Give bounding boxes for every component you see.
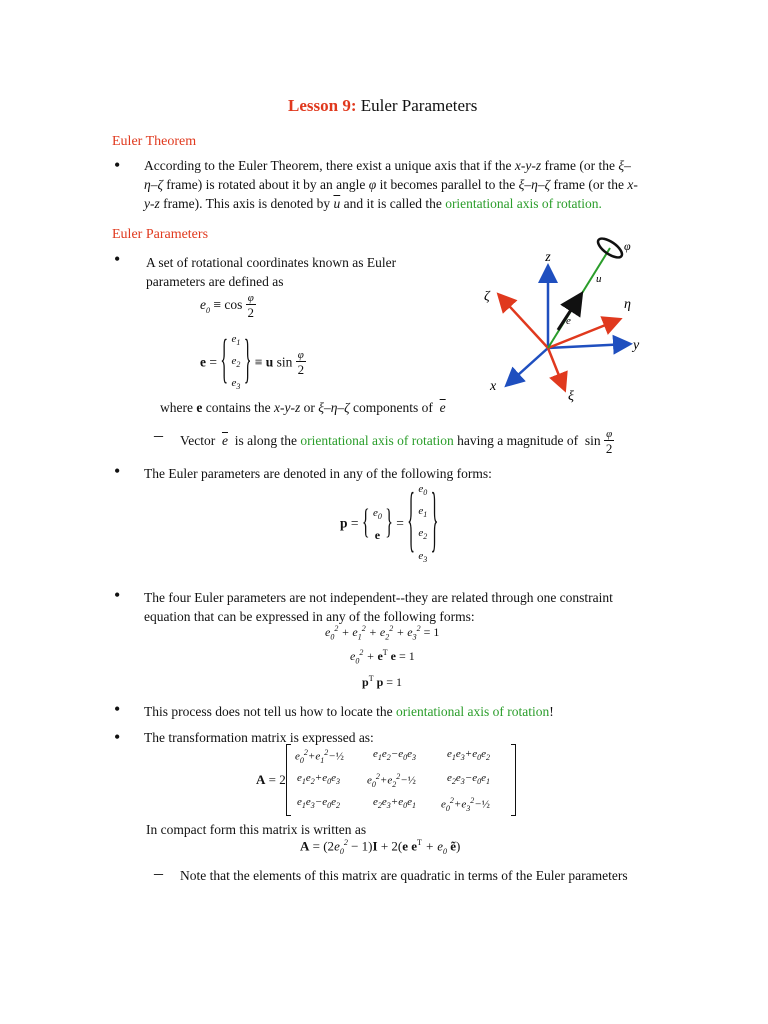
label-z: z (545, 250, 551, 265)
axis-y (548, 344, 628, 348)
locate-text: This process does not tell us how to locate the orientational axis of rotation! (144, 704, 554, 719)
bullet-icon: • (114, 585, 121, 605)
bullet-icon: • (114, 461, 121, 481)
bullet-icon: • (114, 155, 121, 175)
label-phi: φ (624, 239, 631, 253)
lesson-number: Lesson 9: (288, 96, 357, 115)
label-zeta: ζ (484, 289, 490, 304)
page-title (288, 96, 477, 116)
bullet-icon: • (114, 727, 121, 747)
dash-icon: – (154, 425, 163, 445)
equation-e-vector: e = { $e_1$ $e_2$ $e_3$ } ≡ u sin $\frac{\varphi}{2}$ (200, 332, 305, 392)
equation-constraint-2: $e_0^2 + e^T$ e = 1 (350, 648, 415, 666)
theorem-paragraph: According to the Euler Theorem, there exist a unique axis that if the x-y-z frame (or the ξ–η–ζ frame) is rotated about it by an angle φ it becomes parallel to the ξ–η–ζ frame (or the x-y-z frame). This axis is denoted by $\overline{u}$ and it is called the orientational axis of rotation. (144, 158, 638, 211)
params-intro: A set of rotational coordinates known as Euler parameters are defined as (146, 255, 397, 289)
section-heading-euler-parameters: Euler Parameters (112, 227, 209, 242)
label-y: y (633, 338, 640, 353)
compact-text: In compact form this matrix is written as (146, 822, 367, 837)
section-heading-euler-theorem: Euler Theorem (112, 134, 197, 149)
label-u: u (596, 273, 602, 285)
forms-text: The Euler parameters are denoted in any of the following forms: (144, 466, 492, 481)
axis-xi (548, 348, 564, 388)
label-e: e (566, 315, 571, 327)
equation-e0: $e_0 \equiv \cos$ $\frac{\varphi}{2}$ (200, 292, 255, 320)
where-line: where e contains the x-y-z or ξ–η–ζ components of $\overline{e}$ (160, 400, 446, 415)
label-eta: η (624, 297, 631, 312)
equation-compact: $A = (2e_0^2 - 1)I + 2(e$ $e^T + e_0$ ẽ) (300, 838, 461, 856)
bullet-icon: • (114, 699, 121, 719)
label-xi: ξ (568, 389, 574, 404)
note-text: Note that the elements of this matrix are quadratic in terms of the Euler parameters (180, 868, 628, 883)
equation-constraint-1: $e_0^2 + e_1^2 + e_2^2 + e_3^2 = 1$ (325, 624, 440, 642)
rotation-axes-diagram (470, 230, 650, 410)
constraint-text: The four Euler parameters are not independent--they are related through one constraint equation that can be expressed in any of the following forms: (144, 590, 613, 624)
axis-zeta (500, 296, 548, 348)
lesson-name: Euler Parameters (360, 96, 478, 115)
transform-text: The transformation matrix is expressed as: (144, 730, 374, 745)
dash-icon: – (154, 863, 163, 883)
transformation-matrix: A = 2 $e_0^2+e_1^2-\frac{1}{2}$ $e_1e_2-e_0e_3$ $e_1e_3+e_0e_2$ $e_1e_2+e_0e_3$ $e_0^2+e_2^2-\frac{1}{2}$ $e_2e_3-e_0e_1$ $e_1e_3-e_0e_2$ $e_2e_3+e_0e_1$ $e_0^2+e_3^2-\frac{1}{2}$ (256, 744, 518, 818)
equation-constraint-3: $p^T$ p = 1 (362, 674, 403, 689)
equation-p: p = { $e_0$ e } = { $e_0$ $e_1$ $e_2$ $e_3$ } (340, 482, 439, 564)
axis-x (508, 348, 548, 384)
label-x: x (490, 379, 497, 394)
vector-line: Vector $\overline{e}$ is along the orientational axis of rotation having a magnitude of sin $\frac{\varphi}{2}$ (180, 428, 613, 456)
bullet-icon: • (114, 249, 121, 269)
